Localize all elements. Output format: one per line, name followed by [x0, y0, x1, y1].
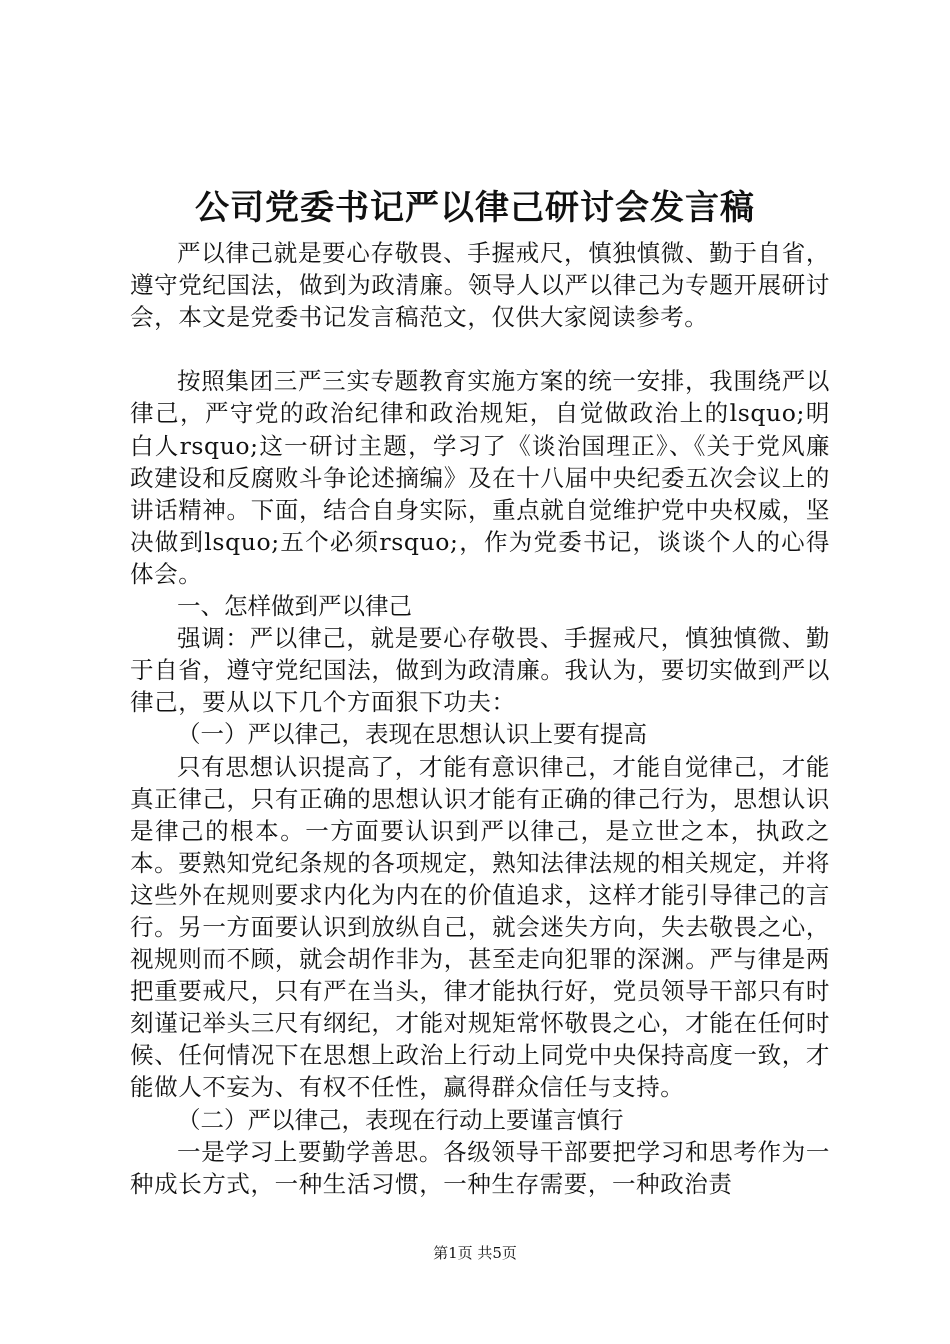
subsection-heading: （一）严以律己，表现在思想认识上要有提高 — [177, 720, 647, 749]
document-title: 公司党委书记严以律己研讨会发言稿 — [195, 188, 755, 228]
body-paragraph: 按照集团三严三实专题教育实施方案的统一安排，我围绕严以律己，严守党的政治纪律和政治规矩，自觉做政治上的lsquo;明白人rsquo;这一研讨主题，学习了《谈治国理正》、《关于党风廉政建设和反腐败斗争论述摘编》及在十八届中央纪委五次会议上的讲话精神。下面，结合自身实际，重点就自觉维护党中央权威，坚决做到lsquo;五个必须rsquo;，作为党委书记，谈谈个人的心得体会。 — [130, 367, 830, 588]
body-paragraph: 强调：严以律己，就是要心存敬畏、手握戒尺，慎独慎微、勤于自省，遵守党纪国法，做到为政清廉。我认为，要切实做到严以律己，要从以下几个方面狠下功夫： — [130, 624, 830, 717]
document-body — [130, 237, 830, 1200]
intro-paragraph: 严以律己就是要心存敬畏、手握戒尺，慎独慎微、勤于自省，遵守党纪国法，做到为政清廉。领导人以严以律己为专题开展研讨会，本文是党委书记发言稿范文，仅供大家阅读参考。 — [130, 239, 830, 332]
page-number-footer: 第1页 共5页 — [433, 1244, 517, 1262]
subsection-heading: （二）严以律己，表现在行动上要谨言慎行 — [177, 1105, 624, 1134]
paragraph-gap — [130, 333, 830, 365]
body-paragraph: 只有思想认识提高了，才能有意识律己，才能自觉律己，才能真正律己，只有正确的思想认识才能有正确的律己行为，思想认识是律己的根本。一方面要认识到严以律己，是立世之本，执政之本。要熟知党纪条规的各项规定，熟知法律法规的相关规定，并将这些外在规则要求内化为内在的价值追求，这样才能引导律己的言行。另一方面要认识到放纵自己，就会迷失方向，失去敬畏之心，视规则而不顾，就会胡作非为，甚至走向犯罪的深渊。严与律是两把重要戒尺，只有严在当头，律才能执行好，党员领导干部只有时刻谨记举头三尺有纲纪，才能对规矩常怀敬畏之心，才能在任何时候、任何情况下在思想上政治上行动上同党中央保持高度一致，才能做人不妄为、有权不任性，赢得群众信任与支持。 — [130, 752, 830, 1102]
body-paragraph: 一是学习上要勤学善思。各级领导干部要把学习和思考作为一种成长方式，一种生活习惯，一种生存需要，一种政治责 — [130, 1137, 830, 1198]
section-heading: 一、怎样做到严以律己 — [177, 592, 412, 621]
